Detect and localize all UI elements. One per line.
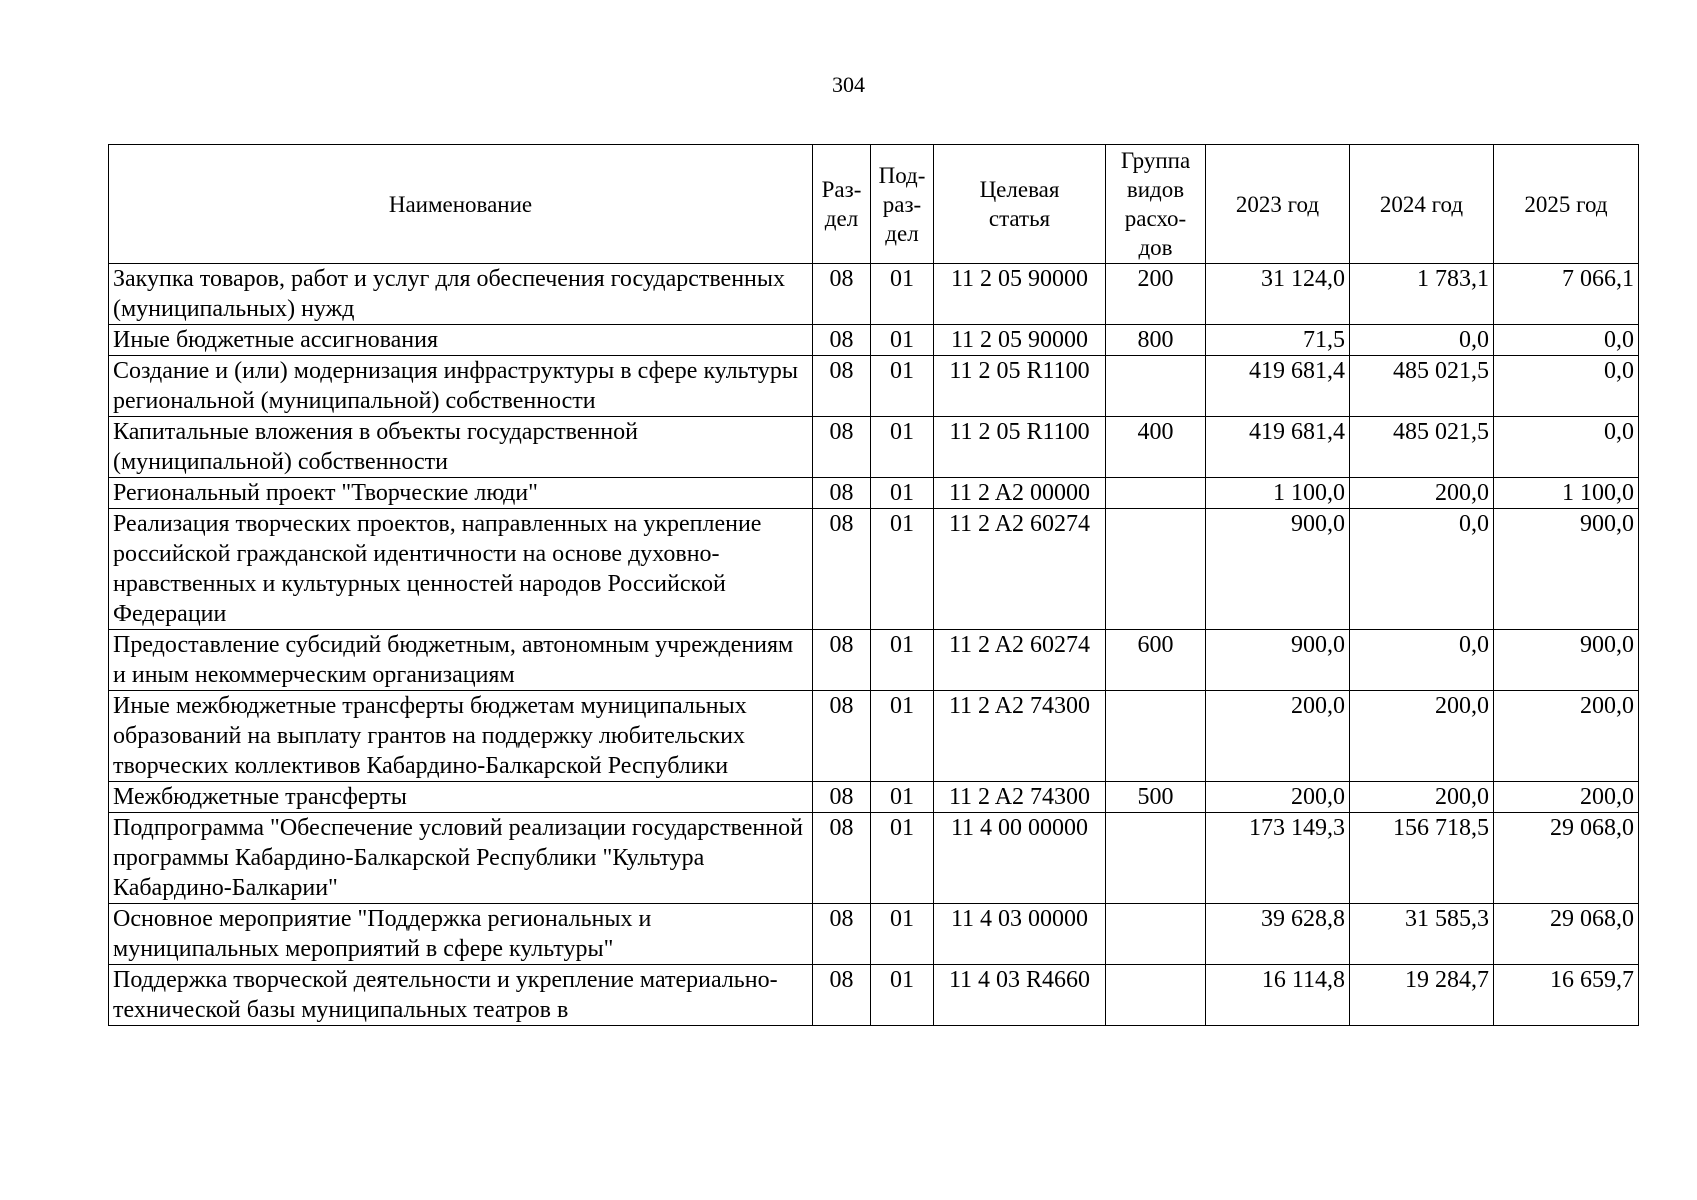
cell-subsection: 01: [871, 904, 934, 965]
cell-subsection: 01: [871, 325, 934, 356]
cell-2024: 200,0: [1350, 478, 1494, 509]
cell-2023: 71,5: [1206, 325, 1350, 356]
cell-2025: 7 066,1: [1494, 264, 1639, 325]
cell-subsection: 01: [871, 965, 934, 1026]
cell-group: 400: [1106, 417, 1206, 478]
table-row: [109, 478, 1639, 509]
cell-2023: 173 149,3: [1206, 813, 1350, 904]
cell-2024: 200,0: [1350, 782, 1494, 813]
cell-target: 11 2 A2 74300: [934, 691, 1106, 782]
cell-2025: 0,0: [1494, 325, 1639, 356]
header-2025: 2025 год: [1494, 145, 1639, 264]
cell-name: Иные межбюджетные трансферты бюджетам муниципальных образований на выплату грантов на поддержку любительских творческих коллективов Кабардино-Балкарской Республики: [109, 691, 813, 782]
cell-section: 08: [813, 264, 871, 325]
cell-2024: 485 021,5: [1350, 356, 1494, 417]
cell-target: 11 2 A2 60274: [934, 509, 1106, 630]
table-row: [109, 630, 1639, 691]
table-row: [109, 782, 1639, 813]
cell-2025: 0,0: [1494, 356, 1639, 417]
cell-2023: 39 628,8: [1206, 904, 1350, 965]
cell-name: Межбюджетные трансферты: [109, 782, 813, 813]
cell-2025: 900,0: [1494, 509, 1639, 630]
cell-subsection: 01: [871, 630, 934, 691]
cell-section: 08: [813, 813, 871, 904]
table-row: [109, 417, 1639, 478]
header-target: Целевая статья: [934, 145, 1106, 264]
cell-2023: 419 681,4: [1206, 417, 1350, 478]
cell-target: 11 2 A2 00000: [934, 478, 1106, 509]
cell-target: 11 2 05 90000: [934, 264, 1106, 325]
cell-subsection: 01: [871, 478, 934, 509]
cell-2025: 29 068,0: [1494, 813, 1639, 904]
cell-2024: 485 021,5: [1350, 417, 1494, 478]
cell-target: 11 4 03 R4660: [934, 965, 1106, 1026]
cell-name: Реализация творческих проектов, направленных на укрепление российской гражданской идентичности на основе духовно-нравственных и культурных ценностей народов Российской Федерации: [109, 509, 813, 630]
header-name: Наименование: [109, 145, 813, 264]
table-row: [109, 965, 1639, 1026]
cell-section: 08: [813, 782, 871, 813]
cell-2025: 16 659,7: [1494, 965, 1639, 1026]
cell-group: [1106, 691, 1206, 782]
cell-2024: 156 718,5: [1350, 813, 1494, 904]
cell-2024: 1 783,1: [1350, 264, 1494, 325]
cell-name: Иные бюджетные ассигнования: [109, 325, 813, 356]
cell-section: 08: [813, 417, 871, 478]
cell-target: 11 2 05 90000: [934, 325, 1106, 356]
cell-2023: 200,0: [1206, 691, 1350, 782]
table-row: [109, 264, 1639, 325]
cell-target: 11 4 00 00000: [934, 813, 1106, 904]
cell-section: 08: [813, 356, 871, 417]
table-row: [109, 691, 1639, 782]
cell-target: 11 2 05 R1100: [934, 356, 1106, 417]
header-section: Раз- дел: [813, 145, 871, 264]
cell-subsection: 01: [871, 813, 934, 904]
table-row: [109, 904, 1639, 965]
cell-name: Поддержка творческой деятельности и укрепление материально-технической базы муниципальных театров в: [109, 965, 813, 1026]
cell-subsection: 01: [871, 417, 934, 478]
cell-target: 11 2 A2 60274: [934, 630, 1106, 691]
cell-subsection: 01: [871, 782, 934, 813]
cell-2024: 31 585,3: [1350, 904, 1494, 965]
cell-group: [1106, 356, 1206, 417]
cell-group: 800: [1106, 325, 1206, 356]
table-row: [109, 509, 1639, 630]
cell-2023: 900,0: [1206, 630, 1350, 691]
cell-group: 500: [1106, 782, 1206, 813]
header-group: Группа видов расхо- дов: [1106, 145, 1206, 264]
cell-2025: 200,0: [1494, 691, 1639, 782]
cell-2025: 0,0: [1494, 417, 1639, 478]
cell-2023: 419 681,4: [1206, 356, 1350, 417]
cell-target: 11 4 03 00000: [934, 904, 1106, 965]
header-row: [109, 145, 1639, 264]
table-row: [109, 325, 1639, 356]
cell-2024: 0,0: [1350, 509, 1494, 630]
cell-2024: 0,0: [1350, 325, 1494, 356]
cell-name: Капитальные вложения в объекты государственной (муниципальной) собственности: [109, 417, 813, 478]
cell-target: 11 2 05 R1100: [934, 417, 1106, 478]
cell-2024: 200,0: [1350, 691, 1494, 782]
cell-subsection: 01: [871, 356, 934, 417]
cell-section: 08: [813, 965, 871, 1026]
cell-2025: 29 068,0: [1494, 904, 1639, 965]
cell-2023: 200,0: [1206, 782, 1350, 813]
cell-target: 11 2 A2 74300: [934, 782, 1106, 813]
cell-name: Региональный проект "Творческие люди": [109, 478, 813, 509]
cell-2023: 900,0: [1206, 509, 1350, 630]
cell-name: Подпрограмма "Обеспечение условий реализации государственной программы Кабардино-Балкарской Республики "Культура Кабардино-Балкарии": [109, 813, 813, 904]
cell-group: [1106, 904, 1206, 965]
cell-2025: 900,0: [1494, 630, 1639, 691]
cell-subsection: 01: [871, 509, 934, 630]
cell-section: 08: [813, 904, 871, 965]
table-row: [109, 813, 1639, 904]
cell-group: [1106, 509, 1206, 630]
cell-2024: 19 284,7: [1350, 965, 1494, 1026]
cell-group: 200: [1106, 264, 1206, 325]
cell-group: 600: [1106, 630, 1206, 691]
cell-section: 08: [813, 691, 871, 782]
cell-2023: 1 100,0: [1206, 478, 1350, 509]
table-body: [109, 264, 1639, 1026]
cell-group: [1106, 965, 1206, 1026]
cell-section: 08: [813, 478, 871, 509]
cell-section: 08: [813, 325, 871, 356]
cell-group: [1106, 813, 1206, 904]
cell-2024: 0,0: [1350, 630, 1494, 691]
cell-name: Основное мероприятие "Поддержка региональных и муниципальных мероприятий в сфере культуры": [109, 904, 813, 965]
cell-section: 08: [813, 630, 871, 691]
header-2023: 2023 год: [1206, 145, 1350, 264]
header-2024: 2024 год: [1350, 145, 1494, 264]
cell-section: 08: [813, 509, 871, 630]
cell-subsection: 01: [871, 691, 934, 782]
cell-2025: 1 100,0: [1494, 478, 1639, 509]
cell-2023: 31 124,0: [1206, 264, 1350, 325]
cell-name: Предоставление субсидий бюджетным, автономным учреждениям и иным некоммерческим организациям: [109, 630, 813, 691]
page-number: 304: [832, 72, 865, 97]
cell-name: Закупка товаров, работ и услуг для обеспечения государственных (муниципальных) нужд: [109, 264, 813, 325]
header-subsection: Под- раз- дел: [871, 145, 934, 264]
cell-name: Создание и (или) модернизация инфраструктуры в сфере культуры региональной (муниципальной) собственности: [109, 356, 813, 417]
budget-table: [108, 144, 1639, 1026]
cell-subsection: 01: [871, 264, 934, 325]
cell-2025: 200,0: [1494, 782, 1639, 813]
table-row: [109, 356, 1639, 417]
cell-2023: 16 114,8: [1206, 965, 1350, 1026]
cell-group: [1106, 478, 1206, 509]
